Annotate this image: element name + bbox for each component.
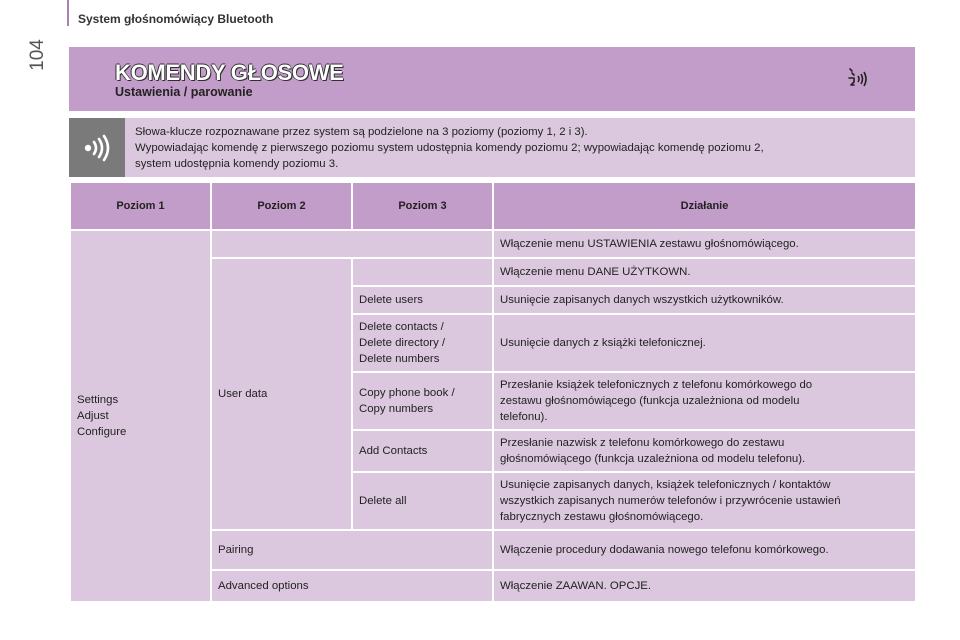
action-cell: Włączenie menu USTAWIENIA zestawu głośnomówiącego. bbox=[493, 230, 916, 258]
level3-line: Delete directory / bbox=[359, 337, 446, 349]
action-cell bbox=[493, 372, 916, 430]
level3-line: Delete all bbox=[359, 495, 407, 507]
intro-icon-box bbox=[69, 118, 125, 177]
level3-cell bbox=[352, 472, 493, 530]
level3-cell bbox=[352, 286, 493, 314]
voice-wave-icon bbox=[80, 133, 114, 163]
action-cell bbox=[493, 472, 916, 530]
action-line: Przesłanie nazwisk z telefonu komórkowego do zestawu bbox=[500, 437, 785, 449]
margin-rule bbox=[67, 0, 69, 26]
header-level-3: Poziom 3 bbox=[352, 182, 493, 230]
header-level-2: Poziom 2 bbox=[211, 182, 352, 230]
section-banner bbox=[69, 47, 915, 111]
action-cell bbox=[493, 286, 916, 314]
page-number: 104 bbox=[27, 39, 48, 71]
level2-cell-advanced: Advanced options bbox=[211, 570, 493, 602]
voice-commands-table bbox=[69, 181, 917, 603]
intro-line: system udostępnia komendy poziomu 3. bbox=[135, 158, 339, 170]
level3-line: Copy phone book / bbox=[359, 387, 455, 399]
level1-keyword: Adjust bbox=[77, 410, 109, 422]
action-cell: Włączenie ZAAWAN. OPCJE. bbox=[493, 570, 916, 602]
level1-keyword: Settings bbox=[77, 394, 119, 406]
level3-line: Delete numbers bbox=[359, 353, 440, 365]
intro-line: Wypowiadając komendę z pierwszego poziomu system udostępnia komendy poziomu 2; wypowiadając komendę poziomu 2, bbox=[135, 142, 764, 154]
action-line: Usunięcie danych z książki telefonicznej. bbox=[500, 337, 706, 349]
level1-cell bbox=[70, 230, 211, 602]
action-cell: Włączenie menu DANE UŻYTKOWN. bbox=[493, 258, 916, 286]
action-cell: Włączenie procedury dodawania nowego telefonu komórkowego. bbox=[493, 530, 916, 570]
action-line: Przesłanie książek telefonicznych z telefonu komórkowego do bbox=[500, 379, 813, 391]
action-line: fabrycznych zestawu głośnomówiącego. bbox=[500, 511, 704, 523]
level3-line: Delete users bbox=[359, 294, 423, 306]
level3-cell bbox=[352, 372, 493, 430]
action-cell bbox=[493, 314, 916, 372]
action-line: Usunięcie zapisanych danych, książek telefonicznych / kontaktów bbox=[500, 479, 831, 491]
voice-command-icon bbox=[845, 65, 871, 91]
table-header-row bbox=[70, 182, 916, 230]
level3-line: Copy numbers bbox=[359, 403, 434, 415]
empty-cell bbox=[352, 258, 493, 286]
action-line: telefonu). bbox=[500, 411, 548, 423]
level3-cell bbox=[352, 430, 493, 472]
level2-cell-user-data: User data bbox=[211, 258, 352, 530]
intro-panel bbox=[69, 118, 915, 177]
level3-cell bbox=[352, 314, 493, 372]
level2-cell-pairing: Pairing bbox=[211, 530, 493, 570]
action-line: wszystkich zapisanych numerów telefonów i przywrócenie ustawień bbox=[500, 495, 841, 507]
level3-line: Delete contacts / bbox=[359, 321, 444, 333]
section-subtitle: Ustawienia / parowanie bbox=[115, 85, 253, 99]
section-title: KOMENDY GŁOSOWE bbox=[115, 60, 344, 85]
table-row bbox=[70, 230, 916, 258]
header-level-1: Poziom 1 bbox=[70, 182, 211, 230]
intro-line: Słowa-klucze rozpoznawane przez system są podzielone na 3 poziomy (poziomy 1, 2 i 3). bbox=[135, 126, 588, 138]
level1-keyword: Configure bbox=[77, 426, 127, 438]
action-line: głośnomówiącego (funkcja uzależniona od modelu telefonu). bbox=[500, 453, 806, 465]
action-line: Usunięcie zapisanych danych wszystkich użytkowników. bbox=[500, 294, 784, 306]
intro-text bbox=[135, 124, 905, 172]
action-cell bbox=[493, 430, 916, 472]
running-header: System głośnomówiący Bluetooth bbox=[78, 12, 274, 26]
action-line: zestawu głośnomówiącego (funkcja uzależniona od modelu bbox=[500, 395, 800, 407]
level3-line: Add Contacts bbox=[359, 445, 428, 457]
empty-cell bbox=[211, 230, 493, 258]
header-action: Działanie bbox=[493, 182, 916, 230]
